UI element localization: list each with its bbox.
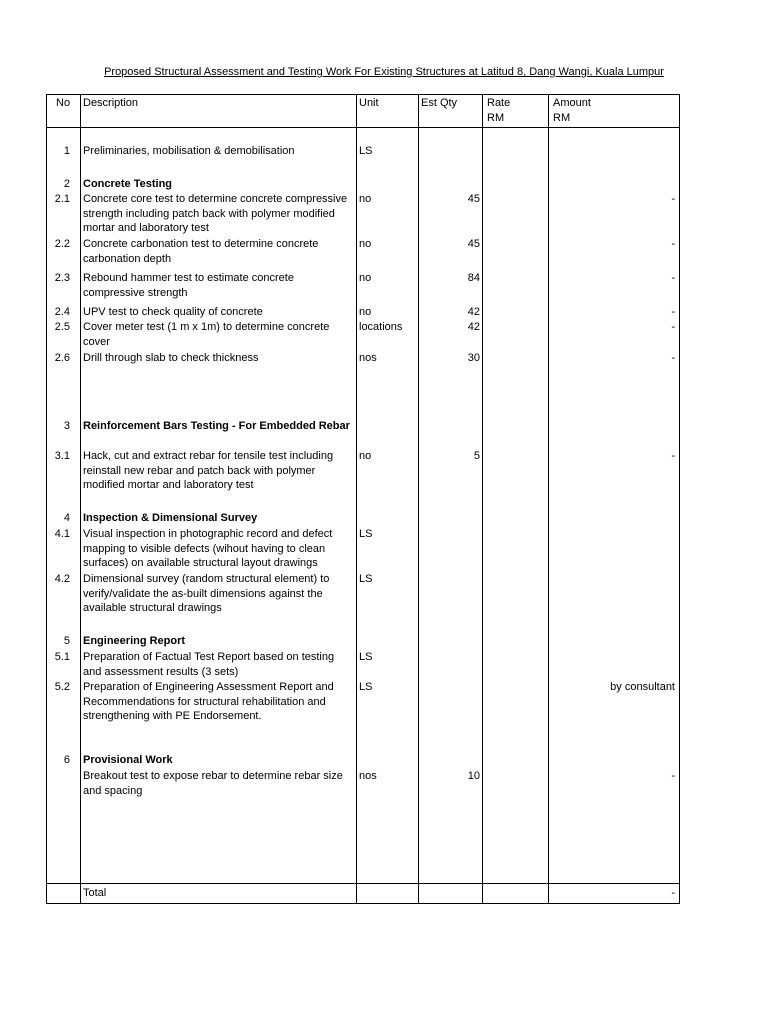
item-unit: LS [359,573,373,585]
item-description: Visual inspection in photographic record and defect mapping to visible defects (wihout having to clean surfaces) on available structural layout drawings [83,528,333,569]
item-qty: 84 [467,272,480,284]
item-unit: no [359,238,372,250]
item-amount: by consultant [610,681,675,693]
total-amount: - [671,887,675,899]
item-description: Preparation of Factual Test Report based on testing and assessment results (3 sets) [83,651,335,678]
header-unit: Unit [359,97,379,109]
item-unit: LS [359,528,373,540]
header-amount: Amount [553,97,591,109]
document-title: Proposed Structural Assessment and Testing Work For Existing Structures at Latitud 8, Dang Wangi, Kuala Lumpur [104,66,664,78]
item-qty: 5 [473,450,480,462]
item-description: UPV test to check quality of concrete [83,306,263,318]
item-qty: 30 [467,352,480,364]
item-qty: 42 [467,306,480,318]
item-amount: - [671,770,675,782]
item-description: Breakout test to expose rebar to determine rebar size and spacing [83,770,343,797]
item-qty: 45 [467,238,480,250]
item-qty: 45 [467,193,480,205]
header-qty: Est Qty [421,97,458,109]
item-description: Concrete carbonation test to determine concrete carbonation depth [83,238,319,265]
item-description: Rebound hammer test to estimate concrete compressive strength [83,272,294,299]
section-no: 2 [63,178,70,190]
column-divider [548,94,549,904]
section-heading: Concrete Testing [83,178,173,190]
item-description: Preparation of Engineering Assessment Report and Recommendations for structural rehabilitation and strengthening with PE Endorsement. [83,681,334,722]
section-no: 5 [63,635,70,647]
header-rate: Rate [487,97,511,109]
item-no: 2.1 [54,193,70,205]
item-no: 1 [63,145,70,157]
item-unit: LS [359,145,373,157]
item-unit: LS [359,681,373,693]
item-description: Drill through slab to check thickness [83,352,259,364]
column-divider [482,94,483,904]
column-divider [80,94,81,904]
item-description: Concrete core test to determine concrete compressive strength including patch back with polymer modified mortar and laboratory test [83,193,348,234]
header-divider [46,127,680,128]
item-no: 5.2 [54,681,70,693]
section-heading: Provisional Work [83,754,173,766]
item-no: 3.1 [54,450,70,462]
section-no: 6 [63,754,70,766]
item-amount: - [671,272,675,284]
item-unit: locations [359,321,403,333]
item-description: Hack, cut and extract rebar for tensile test including reinstall new rebar and patch back with polymer modified mortar and laboratory test [83,450,334,491]
item-amount: - [671,321,675,333]
header-amount-unit: RM [553,112,571,124]
item-unit: nos [359,770,377,782]
item-unit: no [359,193,372,205]
column-divider [356,94,357,904]
item-no: 2.4 [54,306,70,318]
item-unit: LS [359,651,373,663]
section-heading: Reinforcement Bars Testing - For Embedded Rebar [83,420,350,432]
item-amount: - [671,352,675,364]
item-description: Cover meter test (1 m x 1m) to determine concrete cover [83,321,330,348]
item-no: 4.1 [54,528,70,540]
section-heading: Engineering Report [83,635,186,647]
item-no: 5.1 [54,651,70,663]
item-qty: 42 [467,321,480,333]
header-rate-unit: RM [487,112,505,124]
item-amount: - [671,450,675,462]
item-unit: nos [359,352,377,364]
total-label: Total [83,887,107,899]
item-no: 2.2 [54,238,70,250]
item-no: 2.3 [54,272,70,284]
item-unit: no [359,272,372,284]
item-qty: 10 [467,770,480,782]
item-description: Preliminaries, mobilisation & demobilisation [83,145,295,157]
item-unit: no [359,306,372,318]
column-divider [418,94,419,904]
item-no: 2.5 [54,321,70,333]
item-no: 4.2 [54,573,70,585]
section-heading: Inspection & Dimensional Survey [83,512,258,524]
item-no: 2.6 [54,352,70,364]
item-amount: - [671,193,675,205]
header-description: Description [83,97,139,109]
total-divider [46,883,680,884]
item-amount: - [671,306,675,318]
header-no: No [56,97,71,109]
item-unit: no [359,450,372,462]
item-description: Dimensional survey (random structural element) to verify/validate the as-built dimensions against the available structural drawings [83,573,330,614]
section-no: 3 [63,420,70,432]
item-amount: - [671,238,675,250]
section-no: 4 [63,512,70,524]
